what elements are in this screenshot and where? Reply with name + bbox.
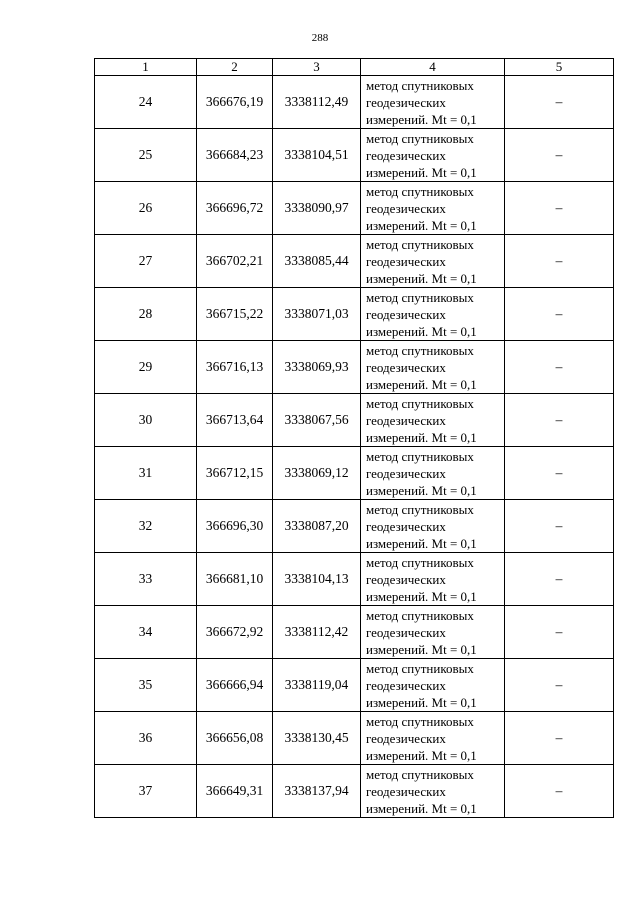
coordinate-y: 3338112,49 [273,76,361,129]
table-row [95,447,614,500]
coordinate-x: 366713,64 [197,394,273,447]
point-number: 32 [95,500,197,553]
method-line: измерений. Mt = 0,1 [366,800,477,816]
determination-method [361,500,505,553]
determination-method [361,553,505,606]
method-line: геодезических [366,200,446,216]
determination-method [361,341,505,394]
coordinate-x: 366715,22 [197,288,273,341]
method-line: геодезических [366,147,446,163]
note-cell: – [505,447,614,500]
method-line: измерений. Mt = 0,1 [366,217,477,233]
coordinate-y: 3338085,44 [273,235,361,288]
table-row [95,341,614,394]
coordinate-x: 366702,21 [197,235,273,288]
coordinate-x: 366712,15 [197,447,273,500]
coordinate-x: 366696,72 [197,182,273,235]
table-row [95,765,614,818]
method-line: метод спутниковых [366,77,474,93]
method-line: метод спутниковых [366,660,474,676]
point-number: 24 [95,76,197,129]
column-header: 5 [505,59,614,76]
note-cell: – [505,659,614,712]
method-line: геодезических [366,518,446,534]
coordinate-x: 366676,19 [197,76,273,129]
determination-method [361,76,505,129]
table-row [95,659,614,712]
table-row [95,288,614,341]
determination-method [361,765,505,818]
method-line: измерений. Mt = 0,1 [366,323,477,339]
coordinate-y: 3338112,42 [273,606,361,659]
coordinates-table [94,58,614,818]
method-line: измерений. Mt = 0,1 [366,429,477,445]
point-number: 37 [95,765,197,818]
point-number: 29 [95,341,197,394]
page-number: 288 [311,32,329,44]
point-number: 27 [95,235,197,288]
determination-method [361,182,505,235]
table-row [95,235,614,288]
coordinate-x: 366672,92 [197,606,273,659]
point-number: 34 [95,606,197,659]
coordinate-x: 366716,13 [197,341,273,394]
note-cell: – [505,182,614,235]
method-line: измерений. Mt = 0,1 [366,747,477,763]
method-line: метод спутниковых [366,342,474,358]
coordinate-y: 3338119,04 [273,659,361,712]
coordinate-x: 366656,08 [197,712,273,765]
method-line: геодезических [366,253,446,269]
table-row [95,712,614,765]
coordinate-x: 366684,23 [197,129,273,182]
method-line: геодезических [366,306,446,322]
method-line: измерений. Mt = 0,1 [366,641,477,657]
method-line: измерений. Mt = 0,1 [366,270,477,286]
table-header-row [95,59,614,76]
coordinate-x: 366666,94 [197,659,273,712]
method-line: геодезических [366,465,446,481]
method-line: метод спутниковых [366,448,474,464]
note-cell: – [505,288,614,341]
method-line: метод спутниковых [366,501,474,517]
coordinate-y: 3338090,97 [273,182,361,235]
coordinate-y: 3338069,93 [273,341,361,394]
table-row [95,129,614,182]
point-number: 28 [95,288,197,341]
method-line: метод спутниковых [366,236,474,252]
method-line: измерений. Mt = 0,1 [366,164,477,180]
coordinate-x: 366649,31 [197,765,273,818]
determination-method [361,606,505,659]
point-number: 33 [95,553,197,606]
note-cell: – [505,553,614,606]
determination-method [361,447,505,500]
method-line: измерений. Mt = 0,1 [366,482,477,498]
determination-method [361,235,505,288]
table-row [95,500,614,553]
determination-method [361,394,505,447]
determination-method [361,712,505,765]
method-line: измерений. Mt = 0,1 [366,376,477,392]
table-body [95,76,614,818]
column-header: 1 [95,59,197,76]
coordinate-y: 3338087,20 [273,500,361,553]
table-row [95,606,614,659]
method-line: геодезических [366,677,446,693]
coordinate-y: 3338130,45 [273,712,361,765]
point-number: 36 [95,712,197,765]
column-header: 4 [361,59,505,76]
point-number: 25 [95,129,197,182]
coordinate-y: 3338137,94 [273,765,361,818]
method-line: геодезических [366,412,446,428]
method-line: геодезических [366,359,446,375]
method-line: метод спутниковых [366,183,474,199]
point-number: 30 [95,394,197,447]
point-number: 31 [95,447,197,500]
method-line: геодезических [366,783,446,799]
method-line: геодезических [366,571,446,587]
coordinate-y: 3338069,12 [273,447,361,500]
coordinate-y: 3338067,56 [273,394,361,447]
table-row [95,553,614,606]
method-line: метод спутниковых [366,554,474,570]
note-cell: – [505,341,614,394]
method-line: метод спутниковых [366,713,474,729]
method-line: измерений. Mt = 0,1 [366,694,477,710]
point-number: 26 [95,182,197,235]
method-line: метод спутниковых [366,130,474,146]
note-cell: – [505,765,614,818]
method-line: геодезических [366,624,446,640]
coordinate-y: 3338071,03 [273,288,361,341]
note-cell: – [505,394,614,447]
coordinate-x: 366681,10 [197,553,273,606]
method-line: метод спутниковых [366,607,474,623]
method-line: измерений. Mt = 0,1 [366,111,477,127]
table-row [95,182,614,235]
determination-method [361,129,505,182]
determination-method [361,288,505,341]
determination-method [361,659,505,712]
method-line: метод спутниковых [366,395,474,411]
column-header: 3 [273,59,361,76]
method-line: геодезических [366,94,446,110]
table-row [95,76,614,129]
coordinate-y: 3338104,51 [273,129,361,182]
note-cell: – [505,235,614,288]
table-row [95,394,614,447]
method-line: метод спутниковых [366,289,474,305]
coordinate-x: 366696,30 [197,500,273,553]
column-header: 2 [197,59,273,76]
method-line: геодезических [366,730,446,746]
note-cell: – [505,606,614,659]
method-line: метод спутниковых [366,766,474,782]
method-line: измерений. Mt = 0,1 [366,535,477,551]
method-line: измерений. Mt = 0,1 [366,588,477,604]
note-cell: – [505,500,614,553]
coordinate-y: 3338104,13 [273,553,361,606]
note-cell: – [505,129,614,182]
note-cell: – [505,712,614,765]
note-cell: – [505,76,614,129]
point-number: 35 [95,659,197,712]
